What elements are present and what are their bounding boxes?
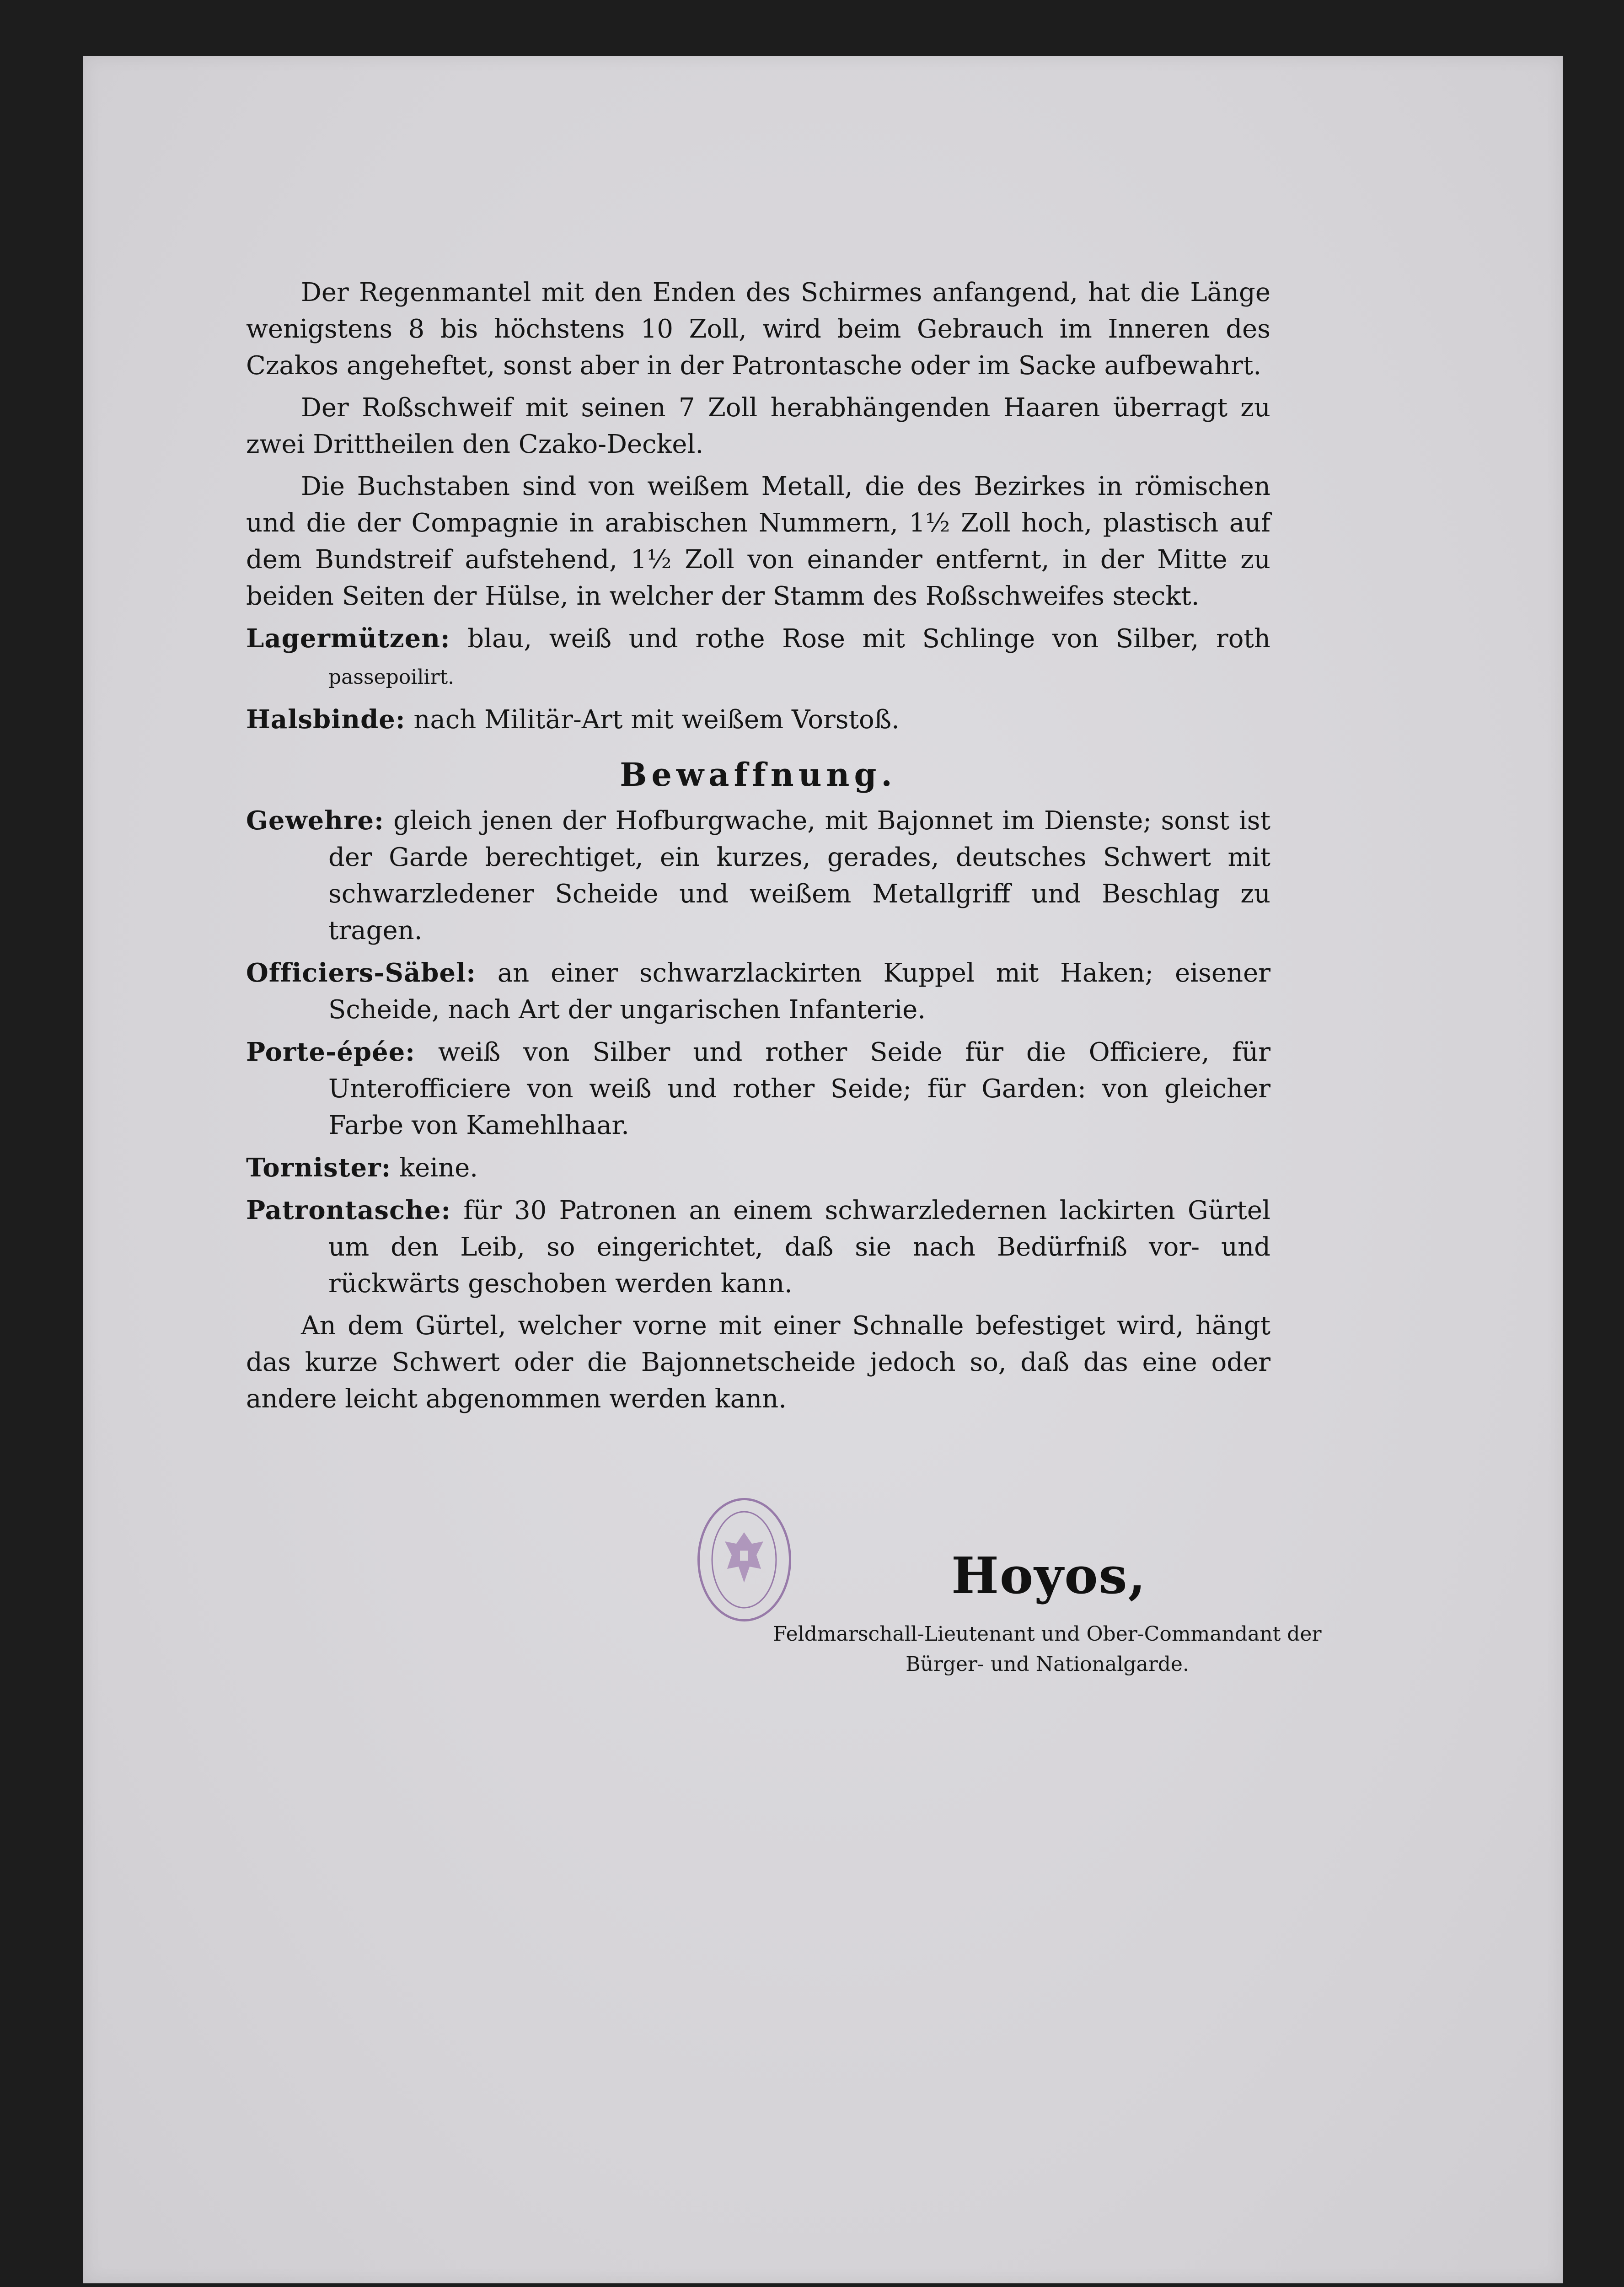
entry-text: für 30 Patronen an einem schwarzledernen lackirten Gürtel um den Leib, so eingerichtet, daß sie nach Bedürfniß vor- und rückwärts geschoben werden kann. [328, 1196, 1270, 1299]
entry-term: Patrontasche: [246, 1195, 451, 1225]
section-heading: Bewaffnung. [620, 756, 897, 794]
document-body [246, 274, 1270, 1423]
entry-lagermuetzen [246, 620, 1270, 696]
entry-halsbinde [246, 701, 1270, 738]
entry-term: Tornister: [246, 1153, 391, 1183]
paragraph-horsetail: Der Roßschweif mit seinen 7 Zoll herabhängenden Haaren überragt zu zwei Drittheilen den Czako-Deckel. [246, 393, 1270, 459]
signature-title-line1: Feldmarschall-Lieutenant und Ober-Commandant der [773, 1622, 1322, 1646]
signature-name: Hoyos, [951, 1546, 1147, 1605]
entry-text: weiß von Silber und rother Seide für die Officiere, für Unterofficiere von weiß und rother Seide; für Garden: von gleicher Farbe von Kamehlhaar. [328, 1037, 1270, 1140]
entry-gewehre [246, 802, 1270, 949]
entry-text: nach Militär-Art mit weißem Vorstoß. [413, 705, 900, 735]
signature-title-line2: Bürger- und Nationalgarde. [906, 1653, 1189, 1676]
entry-term: Porte-épée: [246, 1037, 415, 1067]
entry-text: an einer schwarzlackirten Kuppel mit Haken; eisener Scheide, nach Art der ungarischen Infanterie. [328, 958, 1270, 1025]
entry-text-small: passepoilirt. [328, 666, 455, 689]
entry-tornister [246, 1149, 1270, 1186]
entry-term: Lagermützen: [246, 623, 450, 654]
eagle-icon [700, 1500, 789, 1619]
entry-patrontasche [246, 1192, 1270, 1302]
entry-text: keine. [399, 1153, 478, 1183]
paragraph-letters: Die Buchstaben sind von weißem Metall, die des Bezirkes in römischen und die der Compagnie in arabischen Nummern, 1½ Zoll hoch, plastisch auf dem Bundstreif aufstehend, 1½ Zoll von einander entfernt, in der Mitte zu beiden Seiten der Hülse, in welcher der Stamm des Roßschweifes steckt. [246, 472, 1270, 611]
entry-term: Gewehre: [246, 805, 384, 836]
signature-title [768, 1619, 1326, 1680]
entry-porte-epee [246, 1034, 1270, 1144]
entry-term: Officiers-Säbel: [246, 958, 476, 988]
entry-text: blau, weiß und rothe Rose mit Schlinge von Silber, roth [467, 624, 1270, 654]
entry-term: Halsbinde: [246, 704, 406, 735]
entry-officiers-saebel [246, 955, 1270, 1028]
paragraph-closing: An dem Gürtel, welcher vorne mit einer Schnalle befestiget wird, hängt das kurze Schwert oder die Bajonnetscheide jedoch so, daß das eine oder andere leicht abgenommen werden kann. [246, 1311, 1270, 1414]
paragraph-raincoat: Der Regenmantel mit den Enden des Schirmes anfangend, hat die Länge wenigstens 8 bis höchstens 10 Zoll, wird beim Gebrauch im Inneren des Czakos angeheftet, sonst aber in der Patrontasche oder im Sacke aufbewahrt. [246, 278, 1270, 381]
library-stamp [697, 1498, 791, 1621]
entry-text: gleich jenen der Hofburgwache, mit Bajonnet im Dienste; sonst ist der Garde berechtiget, ein kurzes, gerades, deutsches Schwert mit schwarzledener Scheide und weißem Metallgriff und Beschlag zu tragen. [328, 806, 1270, 945]
